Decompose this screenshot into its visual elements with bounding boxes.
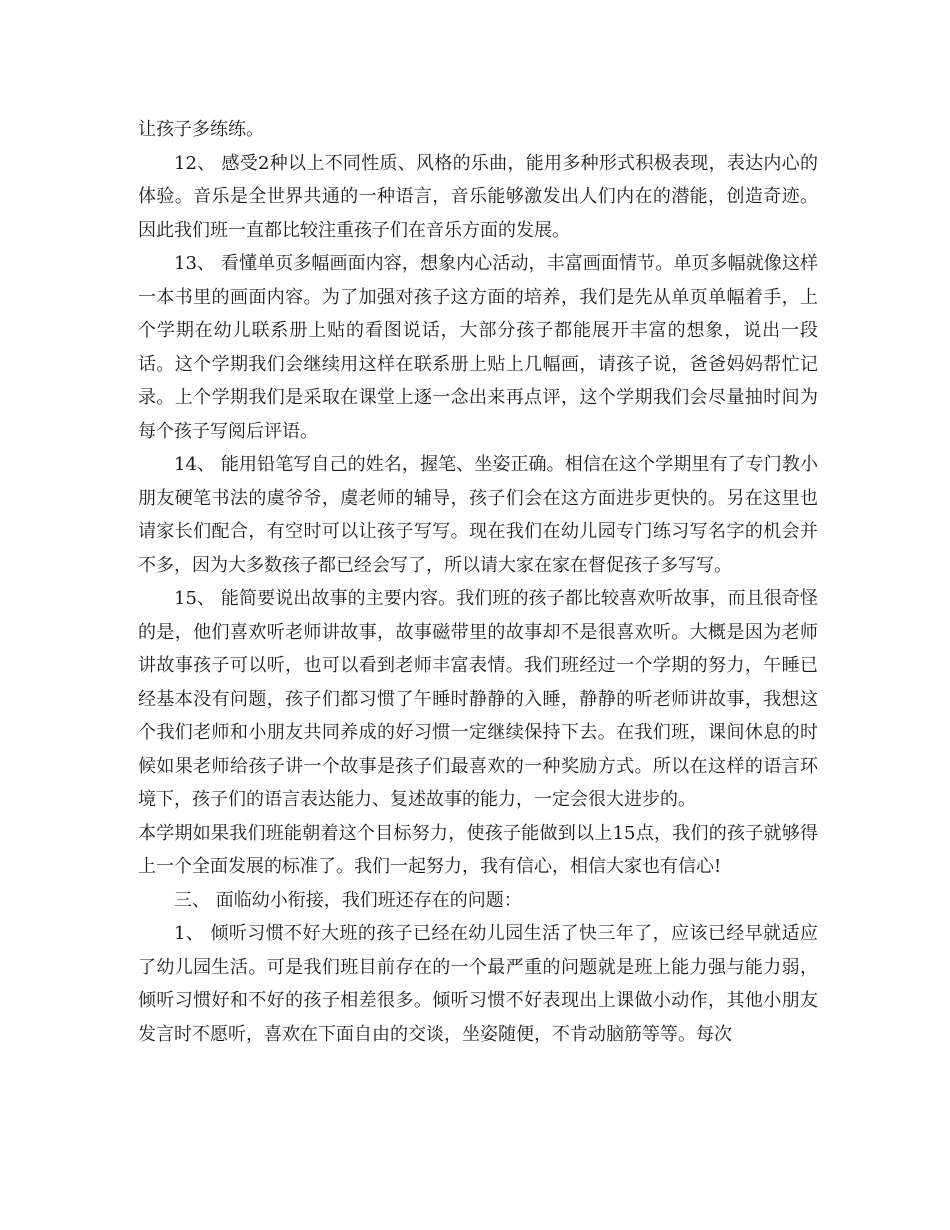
section-heading-problems: 三、 面临幼小衔接，我们班还存在的问题：: [174, 889, 522, 911]
paragraph-summary: 本学期如果我们班能朝着这个目标努力，使孩子能做到以上15点，我们的孩子就够得上一个全面发展的标准了。我们一起努力，我有信心，相信大家也有信心!: [138, 822, 818, 877]
document-body: [138, 113, 818, 1051]
paragraph-item-13: 13、 看懂单页多幅画面内容，想象内心活动，丰富画面情节。单页多幅就像这样一本书里的画面内容。为了加强对孩子这方面的培养，我们是先从单页单幅着手，上个学期在幼儿联系册上贴的看图说话，大部分孩子都能展开丰富的想象，说出一段话。这个学期我们会继续用这样在联系册上贴上几幅画，请孩子说，爸爸妈妈帮忙记录。上个学期我们是采取在课堂上逐一念出来再点评，这个学期我们会尽量抽时间为每个孩子写阅后评语。: [138, 253, 818, 442]
paragraph-item-12: 12、 感受2种以上不同性质、风格的乐曲，能用多种形式积极表现，表达内心的体验。音乐是全世界共通的一种语言，音乐能够激发出人们内在的潜能，创造奇迹。因此我们班一直都比较注重孩子们在音乐方面的发展。: [138, 152, 818, 241]
paragraph-problem-1: 1、 倾听习惯不好大班的孩子已经在幼儿园生活了快三年了，应该已经早就适应了幼儿园生活。可是我们班目前存在的一个最严重的问题就是班上能力强与能力弱，倾听习惯好和不好的孩子相差很多。倾听习惯不好表现出上课做小动作，其他小朋友发言时不愿听，喜欢在下面自由的交谈，坐姿随便，不肯动脑筋等等。每次: [138, 923, 818, 1045]
paragraph-continuation: 让孩子多练练。: [138, 119, 264, 140]
paragraph-item-15: 15、 能简要说出故事的主要内容。我们班的孩子都比较喜欢听故事，而且很奇怪的是，他们喜欢听老师讲故事，故事磁带里的故事却不是很喜欢听。大概是因为老师讲故事孩子可以听，也可以看到老师丰富表情。我们班经过一个学期的努力，午睡已经基本没有问题，孩子们都习惯了午睡时静静的入睡，静静的听老师讲故事，我想这个我们老师和小朋友共同养成的好习惯一定继续保持下去。在我们班，课间休息的时候如果老师给孩子讲一个故事是孩子们最喜欢的一种奖励方式。所以在这样的语言环境下，孩子们的语言表达能力、复述故事的能力，一定会很大进步的。: [138, 588, 818, 810]
paragraph-item-14: 14、 能用铅笔写自己的姓名，握笔、坐姿正确。相信在这个学期里有了专门教小朋友硬笔书法的虞爷爷，虞老师的辅导，孩子们会在这方面进步更快的。另在这里也请家长们配合，有空时可以让孩子写写。现在我们在幼儿园专门练习写名字的机会并不多，因为大多数孩子都已经会写了，所以请大家在家在督促孩子多写写。: [138, 454, 818, 576]
